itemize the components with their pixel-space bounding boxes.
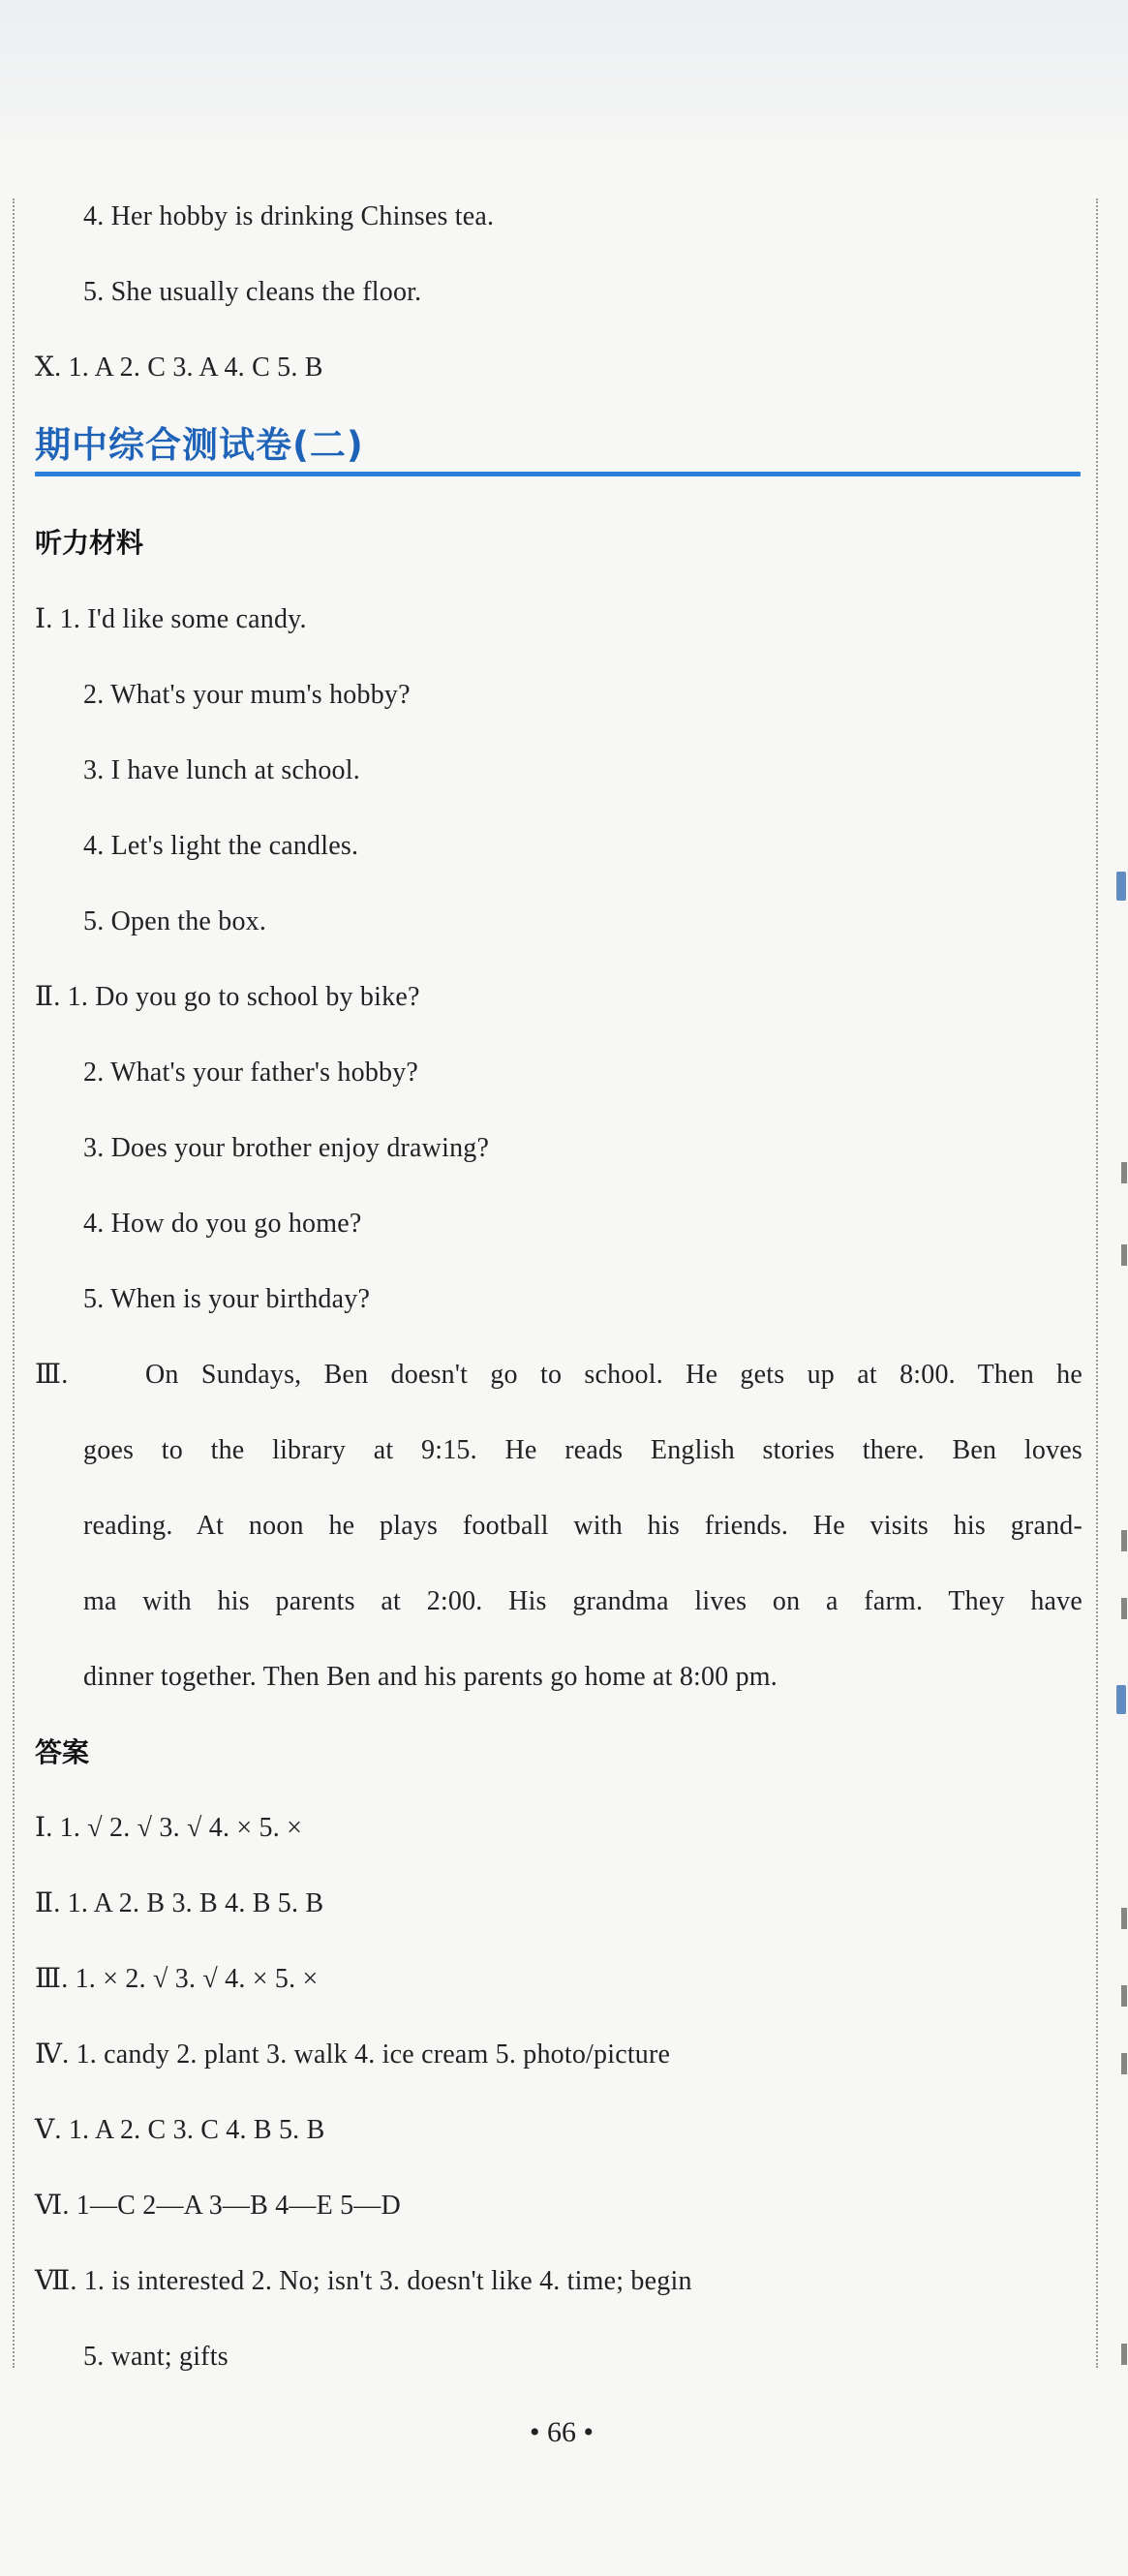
adjacent-page-edge-tick xyxy=(1121,1908,1127,1929)
adjacent-page-edge-tick xyxy=(1121,1530,1127,1551)
listening-part1-item: 5. Open the box. xyxy=(83,906,267,936)
passage-line: dinner together. Then Ben and his parents go home at 8:00 pm. xyxy=(83,1662,777,1692)
listening-part2-item: 2. What's your father's hobby? xyxy=(83,1058,419,1088)
answer-row: Ⅲ. 1. × 2. √ 3. √ 4. × 5. × xyxy=(35,1964,319,1994)
passage-line: goes to the library at 9:15. He reads English stories there. Ben loves xyxy=(83,1435,1082,1465)
listening-part2-item: 3. Does your brother enjoy drawing? xyxy=(83,1133,490,1163)
right-margin-rule xyxy=(1096,199,1098,2368)
answer-row: Ⅶ. 1. is interested 2. No; isn't 3. doesn't like 4. time; begin xyxy=(35,2266,692,2296)
listening-part1-item: Ⅰ. 1. I'd like some candy. xyxy=(35,604,307,634)
answers-heading: 答案 xyxy=(35,1736,90,1768)
listening-part1-item: 3. I have lunch at school. xyxy=(83,755,360,785)
listening-part2-item: Ⅱ. 1. Do you go to school by bike? xyxy=(35,982,420,1012)
listening-part2-item: 5. When is your birthday? xyxy=(83,1284,371,1314)
adjacent-page-edge-tick xyxy=(1121,1162,1127,1183)
adjacent-page-edge-tick xyxy=(1121,1598,1127,1619)
test-title: 期中综合测试卷(二) xyxy=(35,424,364,466)
passage-line: reading. At noon he plays football with his friends. He visits his grand- xyxy=(83,1511,1082,1541)
listening-part1-item: 4. Let's light the candles. xyxy=(83,831,359,861)
answers-section-x: Ⅹ. 1. A 2. C 3. A 4. C 5. B xyxy=(35,353,323,383)
passage-line: ma with his parents at 2:00. His grandma lives on a farm. They have xyxy=(83,1586,1082,1616)
answer-row: Ⅵ. 1—C 2—A 3—B 4—E 5—D xyxy=(35,2191,401,2221)
answer-row: Ⅱ. 1. A 2. B 3. B 4. B 5. B xyxy=(35,1888,324,1918)
adjacent-page-edge-mark xyxy=(1116,872,1126,901)
answer-row: Ⅰ. 1. √ 2. √ 3. √ 4. × 5. × xyxy=(35,1813,303,1843)
left-margin-rule xyxy=(13,199,15,2368)
listening-part1-item: 2. What's your mum's hobby? xyxy=(83,680,411,710)
listening-part2-item: 4. How do you go home? xyxy=(83,1209,362,1239)
adjacent-page-edge-tick xyxy=(1121,1244,1127,1266)
answer-row: Ⅴ. 1. A 2. C 3. C 4. B 5. B xyxy=(35,2115,325,2145)
adjacent-page-edge-tick xyxy=(1121,2344,1127,2365)
adjacent-page-edge-mark xyxy=(1116,1685,1126,1714)
passage-line: On Sundays, Ben doesn't go to school. He gets up at 8:00. Then he xyxy=(145,1360,1082,1390)
carry-line-5: 5. She usually cleans the floor. xyxy=(83,277,422,307)
page-number: • 66 • xyxy=(529,2416,594,2448)
adjacent-page-edge-tick xyxy=(1121,1985,1127,2007)
carry-line-4: 4. Her hobby is drinking Chinses tea. xyxy=(83,201,495,231)
answer-row: Ⅳ. 1. candy 2. plant 3. walk 4. ice cream 5. photo/picture xyxy=(35,2039,671,2070)
title-underline xyxy=(35,472,1081,476)
adjacent-page-edge-tick xyxy=(1121,2053,1127,2074)
listening-part3-label: Ⅲ. xyxy=(35,1360,69,1390)
listening-heading: 听力材料 xyxy=(35,527,144,559)
scan-top-shade xyxy=(0,0,1128,165)
answer-row-continuation: 5. want; gifts xyxy=(83,2342,229,2372)
